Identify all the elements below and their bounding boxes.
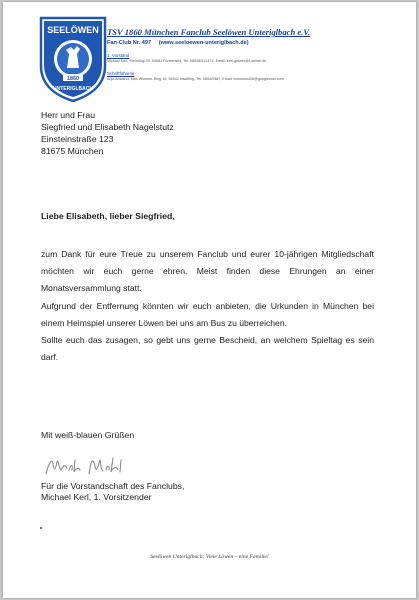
fanclub-number: Fan-Club Nr. 497 — [107, 40, 152, 46]
body-paragraph-2: Aufgrund der Entfernung könnten wir euch anbieten, die Urkunden in München bei einem Heimspiel unserer Löwen bei uns am Bus zu überreichen. — [41, 300, 374, 328]
club-header — [107, 27, 310, 46]
address-line-4: 81675 München — [41, 146, 104, 156]
svg-text:SEELÖWEN: SEELÖWEN — [47, 25, 99, 35]
svg-text:1860: 1860 — [66, 76, 80, 82]
letter-page — [3, 2, 416, 598]
letter-body — [41, 246, 374, 366]
salutation: Liebe Elisabeth, lieber Siegfried, — [41, 211, 175, 221]
secretary-title: Schriftführerin — [107, 71, 135, 76]
body-paragraph-1: zum Dank für eure Treue zu unserem Fanclub und eurer 10-jährigen Mitgliedschaft möchten wir euch gerne ehren. Meist finden diese Ehrungen an einer Monatsversammlung statt. — [41, 249, 374, 294]
club-name: TSV 1860 München Fanclub Seelöwen Unteriglbach e.V. — [107, 27, 311, 37]
svg-text:UNTERIGLBACH: UNTERIGLBACH — [53, 86, 93, 92]
club-website: (www.seeloewen-unteriglbach.de) — [158, 40, 249, 46]
chair-contact: Michael Kerl, Steinhügl 30, 94081 Fürstenzell, Tel. 08548/912474, Email: kerl-gotzler@t-online.de — [107, 59, 267, 63]
secretary-contact: Anja Anwand, Max-Wimmer-Ring 16, 94542 Haidlfing, Tel. 08542/587, Email: brunsum426@googlemail.com — [107, 77, 284, 81]
chair-title: 1. Vorstand — [107, 53, 130, 58]
footer-slogan: Seelöwen Unteriglbach: Viele Löwen – eine Familie! — [150, 554, 269, 560]
address-line-2: Siegfried und Elisabeth Nagelstutz — [41, 122, 174, 132]
address-line-3: Einsteinstraße 123 — [41, 134, 114, 144]
sign-off-line-2: Michael Kerl, 1. Vorsitzender — [41, 492, 152, 502]
stray-dot — [40, 527, 42, 529]
club-logo-icon — [39, 16, 107, 102]
body-paragraph-3: Sollte euch das zusagen, so gebt uns gerne Bescheid, an welchem Spieltag es sein darf. — [41, 335, 374, 363]
closing-greeting: Mit weiß-blauen Grüßen — [41, 430, 135, 440]
club-number-line — [107, 40, 310, 46]
sign-off-line-1: Für die Vorstandschaft des Fanclubs, — [41, 481, 185, 491]
address-line-1: Herr und Frau — [41, 110, 96, 120]
handwritten-signature — [43, 454, 133, 480]
